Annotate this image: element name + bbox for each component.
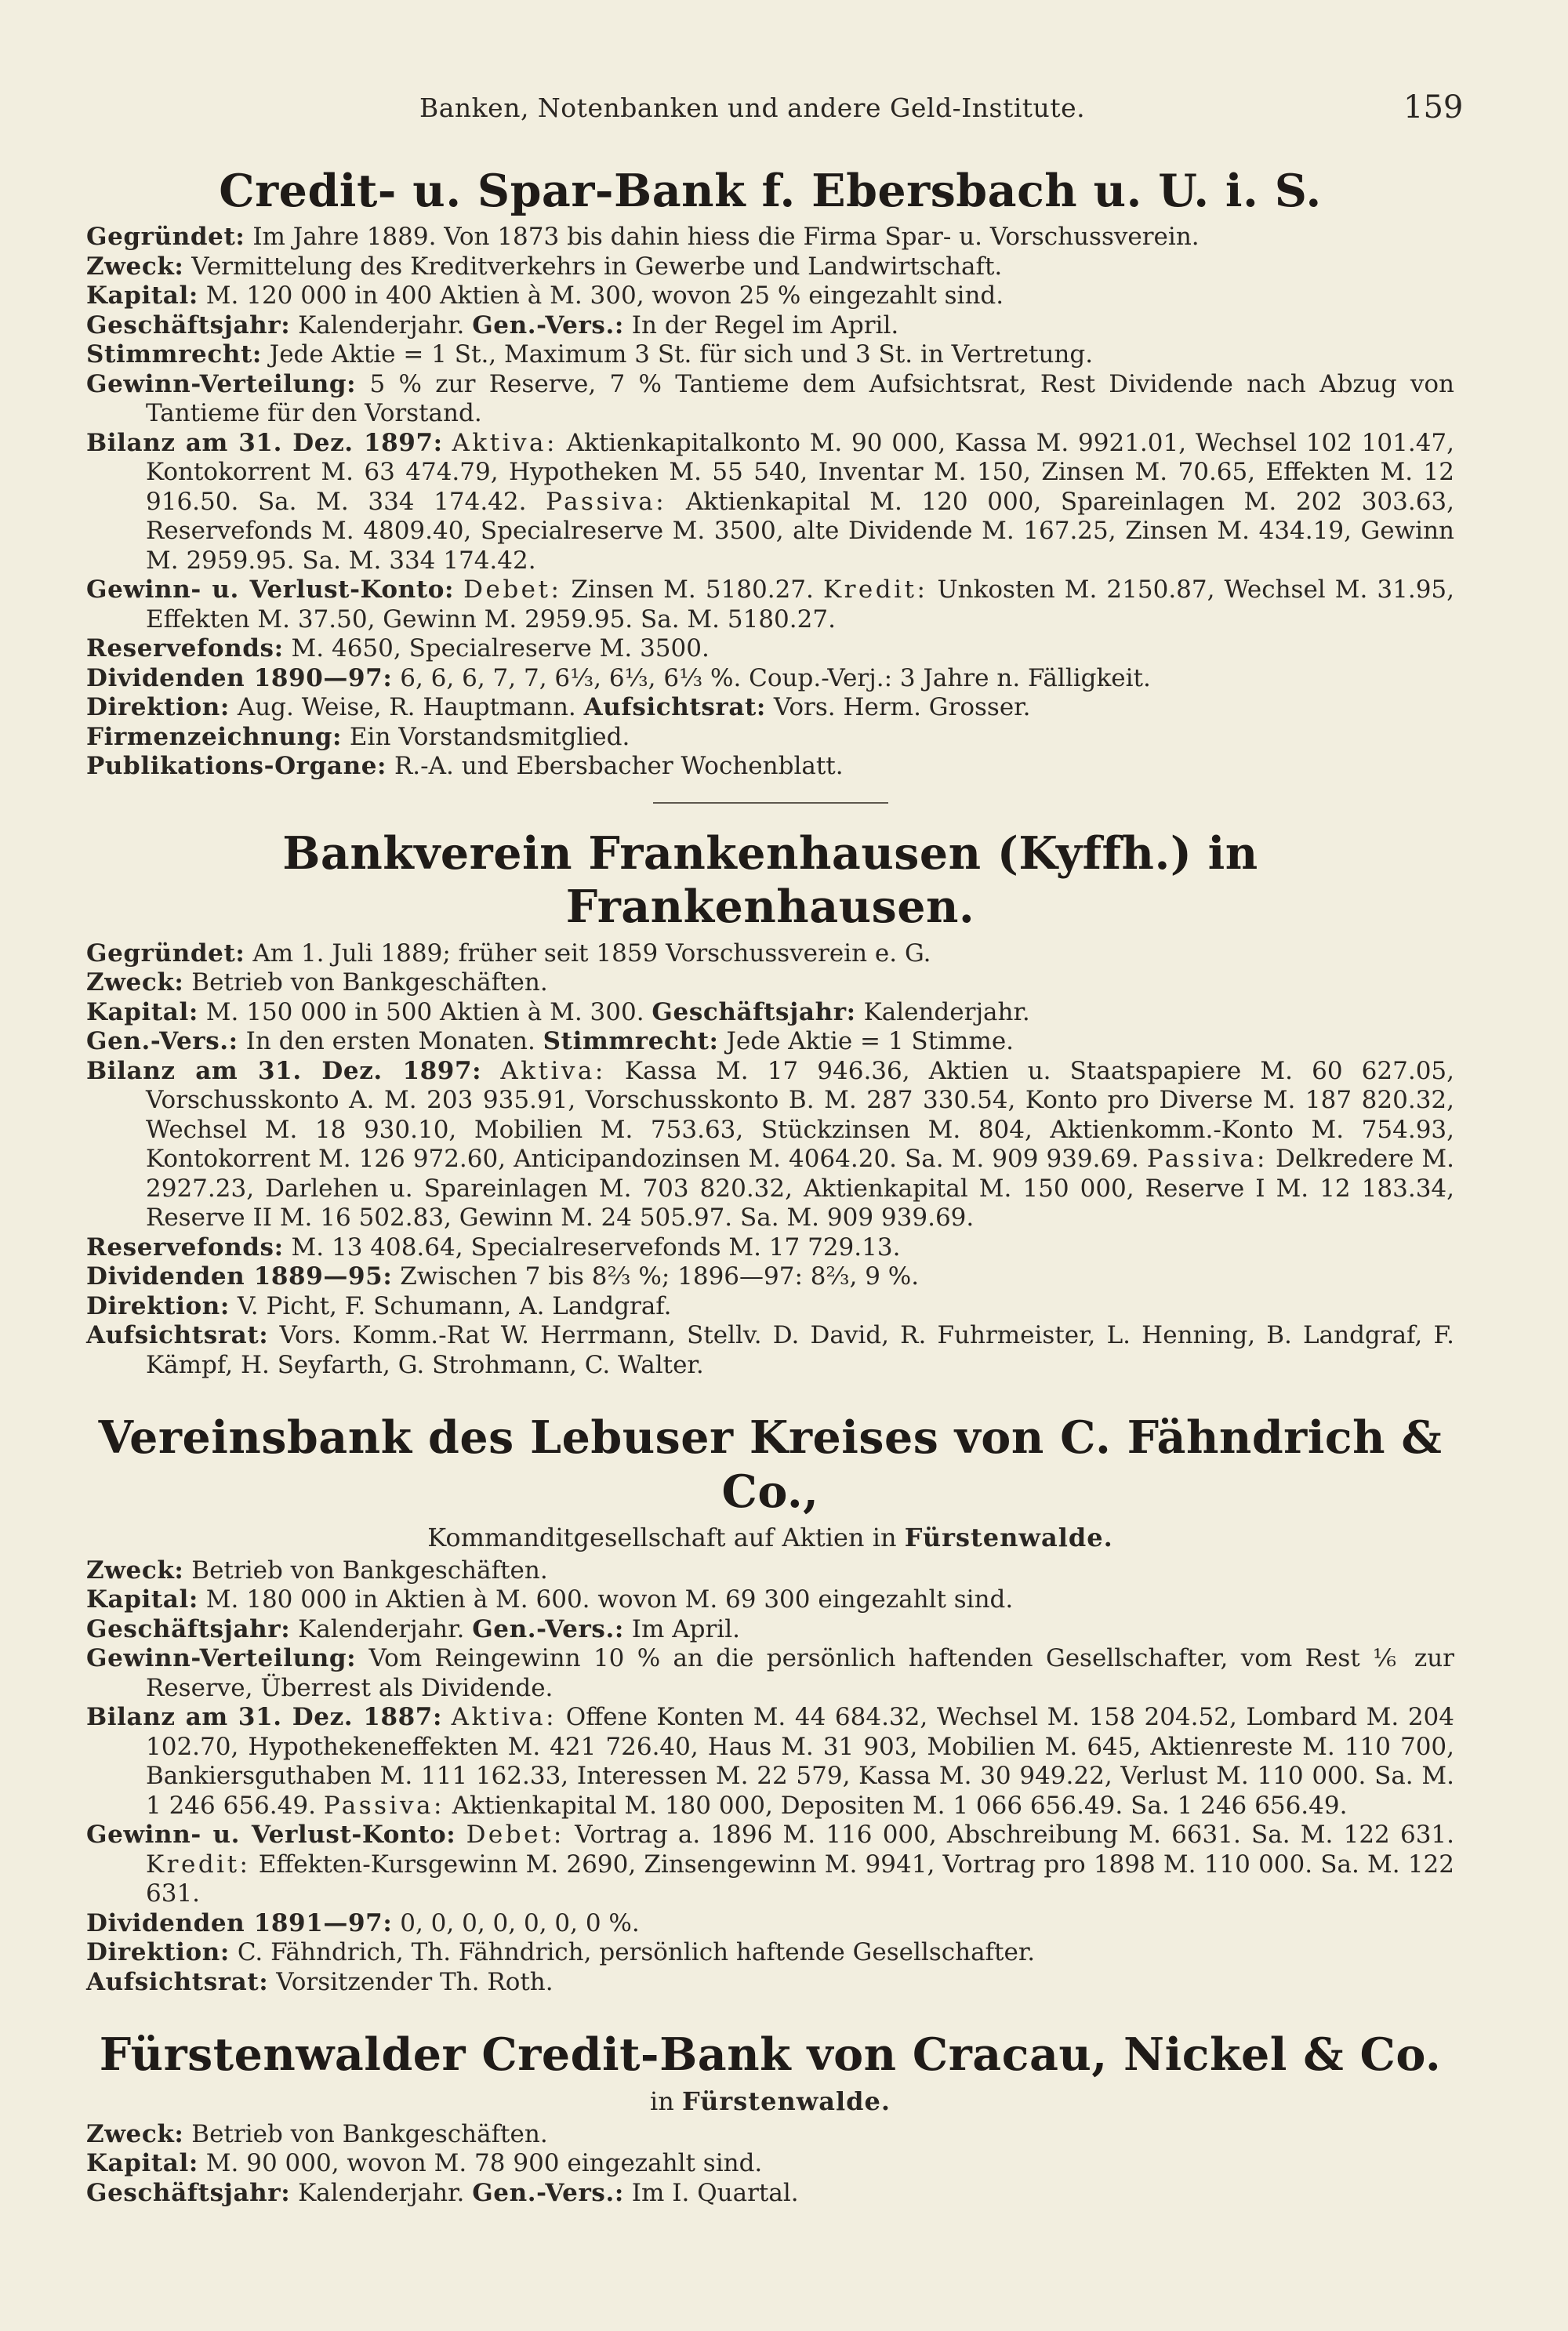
section-credit-spar-bank-ebersbach: [86, 165, 1454, 782]
entry-label: Zweck:: [86, 968, 184, 997]
entry-label: Reservefonds:: [86, 634, 284, 663]
entry-label: Gegründet:: [86, 223, 245, 252]
entry-sublabel: Kredit:: [146, 1850, 251, 1879]
entry-sublabel: Aktiva:: [451, 1703, 557, 1732]
entry-label: Gen.-Vers.:: [472, 2178, 624, 2207]
entry-body: [86, 1556, 1454, 1998]
entry-line-gewinn-verteilung: [86, 370, 1454, 429]
entry-text: M. 4650, Specialreserve M. 3500.: [291, 634, 710, 663]
entry-label: Kapital:: [86, 997, 198, 1026]
running-title: Banken, Notenbanken und andere Geld-Institute.: [419, 93, 1086, 123]
entry-text: 0, 0, 0, 0, 0, 0, 0 %.: [400, 1908, 640, 1937]
entry-sublabel: Passiva:: [546, 487, 667, 516]
entry-line-kapital: [86, 998, 1454, 1028]
entry-label: Publikations-Organe:: [86, 752, 387, 781]
entry-text: In der Regel im April.: [631, 310, 899, 339]
section-heading: Credit- u. Spar-Bank f. Ebersbach u. U. i. S.: [219, 165, 1322, 217]
entry-line-aufsichtsrat: [86, 1321, 1454, 1380]
entry-text: Vermittelung des Kreditverkehrs in Gewerbe und Landwirtschaft.: [191, 252, 1003, 281]
entry-text: R.-A. und Ebersbacher Wochenblatt.: [394, 752, 844, 781]
entry-sublabel: Aktiva:: [500, 1056, 606, 1085]
entry-label: Gen.-Vers.:: [472, 310, 624, 339]
entry-label: Stimmrecht:: [86, 340, 262, 369]
entry-text: M. 90 000, wovon M. 78 900 eingezahlt sind.: [205, 2149, 763, 2178]
entry-line-bilanz: [86, 429, 1454, 576]
entry-line-gewinn-verlust: [86, 575, 1454, 634]
entry-text: Im Jahre 1889. Von 1873 bis dahin hiess die Firma Spar- u. Vorschussverein.: [252, 223, 1200, 252]
entry-label: Dividenden 1889—95:: [86, 1262, 393, 1291]
entry-line-direktion: [86, 1938, 1454, 1968]
entry-label: Kapital:: [86, 2149, 198, 2178]
entry-label: Gen.-Vers.:: [472, 1614, 624, 1643]
entry-line-dividenden: [86, 664, 1454, 694]
entry-label: Gewinn- u. Verlust-Konto:: [86, 1821, 456, 1850]
entry-line-zweck: [86, 968, 1454, 998]
entry-line-kapital: [86, 281, 1454, 311]
entry-sublabel: Aktiva:: [452, 428, 557, 457]
page-number: 159: [1403, 89, 1464, 125]
entry-text: C. Fähndrich, Th. Fähndrich, persönlich haftende Gesellschafter.: [237, 1938, 1036, 1967]
entry-line-publikations-organe: [86, 752, 1454, 782]
entry-text: In den ersten Monaten.: [245, 1027, 535, 1056]
entry-line-direktion: [86, 1292, 1454, 1322]
entry-label: Gen.-Vers.:: [86, 1027, 238, 1056]
section-vereinsbank-lebuser-kreises: [86, 1411, 1454, 1997]
section-heading: Bankverein Frankenhausen (Kyffh.) in Frankenhausen.: [282, 826, 1258, 934]
entry-label: Geschäftsjahr:: [86, 1614, 291, 1643]
entry-line-dividenden: [86, 1262, 1454, 1292]
section-fuerstenwalder-credit-bank: [86, 2028, 1454, 2208]
entry-text: 6, 6, 6, 7, 7, 6⅓, 6⅓, 6⅓ %. Coup.-Verj.: 3 Jahre n. Fälligkeit.: [400, 663, 1151, 692]
entry-text: Kalenderjahr.: [863, 997, 1030, 1026]
entry-text: Unkosten M. 2150.87, Wechsel M. 31.95, Effekten M. 37.50, Gewinn M. 2959.95. Sa. M. 5180.27.: [146, 575, 1455, 634]
entry-text: Delkredere M. 2927.23, Darlehen u. Spareinlagen M. 703 820.32, Aktienkapital M. 150 000, Reserve I M. 12 183.34, Reserve II M. 16 502.83, Gewinn M. 24 505.97. Sa. M. 909 939.69.: [146, 1145, 1455, 1233]
running-head: [0, 89, 1568, 132]
entry-line-stimmrecht: [86, 340, 1454, 370]
entry-label: Gewinn-Verteilung:: [86, 1644, 357, 1673]
entry-label: Stimmrecht:: [543, 1027, 719, 1056]
entry-text: Kalenderjahr.: [298, 310, 465, 339]
entry-label: Dividenden 1890—97:: [86, 663, 393, 692]
entry-label: Dividenden 1891—97:: [86, 1908, 393, 1937]
entry-label: Bilanz am 31. Dez. 1887:: [86, 1703, 443, 1732]
entry-body: [86, 2120, 1454, 2209]
entry-label: Kapital:: [86, 1585, 198, 1614]
entry-text: Jede Aktie = 1 Stimme.: [726, 1027, 1014, 1056]
entry-text: Vorsitzender Th. Roth.: [276, 1967, 554, 1996]
entry-sublabel: Debet:: [466, 1821, 564, 1850]
section-heading: Fürstenwalder Credit-Bank von Cracau, Nickel & Co.: [99, 2028, 1442, 2082]
entry-line-geschaeftsjahr: [86, 2179, 1454, 2209]
entry-label: Gegründet:: [86, 939, 245, 968]
entry-label: Gewinn- u. Verlust-Konto:: [86, 575, 455, 605]
entry-line-kapital: [86, 2149, 1454, 2179]
entry-text: Vors. Herm. Grosser.: [773, 693, 1031, 722]
entry-text: Vom Reingewinn 10 % an die persönlich haftenden Gesellschafter, vom Rest ⅙ zur Reserve, Überrest als Dividende.: [146, 1644, 1455, 1702]
entry-text: Aktienkapital M. 120 000, Spareinlagen M. 202 303.63, Reservefonds M. 4809.40, Specialreserve M. 3500, alte Dividende M. 167.25, Zinsen M. 434.19, Gewinn M. 2959.95. Sa. M. 334 174.42.: [146, 487, 1454, 575]
entry-line-gegruendet: [86, 939, 1454, 969]
entry-label: Aufsichtsrat:: [86, 1967, 269, 1996]
entry-sublabel: Kredit:: [822, 575, 928, 605]
entry-text: M. 180 000 in Aktien à M. 600. wovon M. 69 300 eingezahlt sind.: [205, 1585, 1014, 1614]
entry-sublabel: Debet:: [463, 575, 562, 605]
entry-text: Im April.: [631, 1614, 740, 1643]
entry-text: Aktienkapitalkonto M. 90 000, Kassa M. 9921.01, Wechsel 102 101.47, Kontokorrent M. 63 474.79, Hypotheken M. 55 540, Inventar M. 150, Zinsen M. 70.65, Effekten M. 12 916.50. Sa. M. 334 174.42.: [146, 428, 1454, 516]
entry-body: [86, 223, 1454, 782]
entry-label: Direktion:: [86, 693, 230, 722]
entry-label: Direktion:: [86, 1291, 230, 1320]
entry-line-geschaeftsjahr: [86, 1615, 1454, 1645]
entry-text: Kalenderjahr.: [298, 2178, 465, 2207]
entry-text: M. 120 000 in 400 Aktien à M. 300, wovon 25 % eingezahlt sind.: [205, 281, 1004, 310]
entry-text: Betrieb von Bankgeschäften.: [191, 2119, 548, 2148]
entry-label: Firmenzeichnung:: [86, 722, 343, 751]
entry-text: Am 1. Juli 1889; früher seit 1859 Vorschussverein e. G.: [252, 939, 931, 968]
entry-text: Ein Vorstandsmitglied.: [349, 722, 630, 751]
entry-label: Zweck:: [86, 252, 184, 281]
entry-label: Aufsichtsrat:: [583, 693, 766, 722]
entry-line-gewinn-verteilung: [86, 1644, 1454, 1703]
entry-text: Aug. Weise, R. Hauptmann.: [237, 693, 576, 722]
entry-line-geschaeftsjahr: [86, 311, 1454, 341]
entry-text: Betrieb von Bankgeschäften.: [191, 968, 548, 997]
entry-label: Bilanz am 31. Dez. 1897:: [86, 1056, 482, 1085]
entry-text: Im I. Quartal.: [631, 2178, 799, 2207]
entry-text: V. Picht, F. Schumann, A. Landgraf.: [237, 1291, 672, 1320]
entry-label: Gewinn-Verteilung:: [86, 369, 357, 398]
subheading-place: Fürstenwalde.: [904, 1522, 1113, 1552]
entry-text: Zinsen M. 5180.27.: [571, 575, 814, 605]
entry-line-reservefonds: [86, 634, 1454, 664]
entry-sublabel: Passiva:: [1146, 1145, 1268, 1174]
entry-sublabel: Passiva:: [323, 1791, 445, 1820]
entry-line-gegruendet: [86, 223, 1454, 252]
section-gap: [86, 1997, 1454, 2028]
entry-line-bilanz: [86, 1057, 1454, 1233]
entry-text: M. 150 000 in 500 Aktien à M. 300.: [205, 997, 644, 1026]
entry-line-reservefonds: [86, 1233, 1454, 1263]
section-gap: [86, 1380, 1454, 1411]
entry-line-direktion: [86, 693, 1454, 723]
entry-line-dividenden: [86, 1909, 1454, 1939]
entry-line-kapital: [86, 1585, 1454, 1615]
entry-text: Effekten-Kursgewinn M. 2690, Zinsengewinn M. 9941, Vortrag pro 1898 M. 110 000. Sa. M. 122 631.: [146, 1850, 1455, 1908]
entry-text: Zwischen 7 bis 8⅔ %; 1896—97: 8⅔, 9 %.: [400, 1262, 920, 1291]
entry-label: Aufsichtsrat:: [86, 1321, 269, 1350]
entry-line-aufsichtsrat: [86, 1968, 1454, 1998]
entry-line-zweck: [86, 1556, 1454, 1586]
section-divider: [653, 802, 888, 804]
section-subheading: [86, 2086, 1454, 2117]
entry-label: Kapital:: [86, 281, 198, 310]
entry-label: Zweck:: [86, 2119, 184, 2148]
entry-label: Reservefonds:: [86, 1233, 284, 1262]
entry-label: Geschäftsjahr:: [652, 997, 856, 1026]
entry-line-zweck: [86, 252, 1454, 282]
entry-text: Kassa M. 17 946.36, Aktien u. Staatspapiere M. 60 627.05, Vorschusskonto A. M. 203 935.91, Vorschusskonto B. M. 287 330.54, Konto pro Diverse M. 187 820.32, Wechsel M. 18 930.10, Mobilien M. 753.63, Stückzinsen M. 804, Aktienkomm.-Konto M. 754.93, Kontokorrent M. 126 972.60, Anticipandozinsen M. 4064.20. Sa. M. 909 939.69.: [146, 1056, 1454, 1174]
entry-label: Direktion:: [86, 1938, 230, 1967]
page-content: [86, 165, 1454, 2208]
section-bankverein-frankenhausen: [86, 827, 1454, 1380]
subheading-place: Fürstenwalde.: [682, 2086, 891, 2116]
subheading-text: in: [649, 2086, 674, 2116]
entry-text: Vors. Komm.-Rat W. Herrmann, Stellv. D. David, R. Fuhrmeister, L. Henning, B. Landgraf, F. Kämpf, H. Seyfarth, G. Strohmann, C. Walter.: [146, 1321, 1454, 1379]
section-subheading: [86, 1522, 1454, 1553]
entry-text: Kalenderjahr.: [298, 1614, 465, 1643]
section-heading: Vereinsbank des Lebuser Kreises von C. Fähndrich & Co.,: [98, 1411, 1443, 1518]
entry-text: Offene Konten M. 44 684.32, Wechsel M. 158 204.52, Lombard M. 204 102.70, Hypothekeneffekten M. 421 726.40, Haus M. 31 903, Mobilien M. 645, Aktienreste M. 110 700, Bankiersguthaben M. 111 162.33, Interessen M. 22 579, Kassa M. 30 949.22, Verlust M. 110 000. Sa. M. 1 246 656.49.: [146, 1703, 1454, 1820]
entry-line-bilanz: [86, 1703, 1454, 1821]
entry-body: [86, 939, 1454, 1381]
subheading-text: Kommanditgesellschaft auf Aktien in: [427, 1522, 897, 1552]
entry-label: Zweck:: [86, 1556, 184, 1585]
entry-line-firmenzeichnung: [86, 723, 1454, 753]
entry-line-gen-vers: [86, 1027, 1454, 1057]
entry-text: Betrieb von Bankgeschäften.: [191, 1556, 548, 1585]
entry-line-zweck: [86, 2120, 1454, 2150]
entry-text: Vortrag a. 1896 M. 116 000, Abschreibung M. 6631. Sa. M. 122 631.: [575, 1821, 1454, 1850]
entry-text: M. 13 408.64, Specialreservefonds M. 17 729.13.: [291, 1233, 901, 1262]
entry-text: Jede Aktie = 1 St., Maximum 3 St. für sich und 3 St. in Vertretung.: [269, 340, 1094, 369]
entry-label: Geschäftsjahr:: [86, 310, 291, 339]
entry-label: Geschäftsjahr:: [86, 2178, 291, 2207]
entry-text: 5 % zur Reserve, 7 % Tantieme dem Aufsichtsrat, Rest Dividende nach Abzug von Tantieme für den Vorstand.: [146, 369, 1454, 428]
entry-label: Bilanz am 31. Dez. 1897:: [86, 428, 443, 457]
entry-text: Aktienkapital M. 180 000, Depositen M. 1 066 656.49. Sa. 1 246 656.49.: [452, 1791, 1348, 1820]
entry-line-gewinn-verlust: [86, 1821, 1454, 1909]
